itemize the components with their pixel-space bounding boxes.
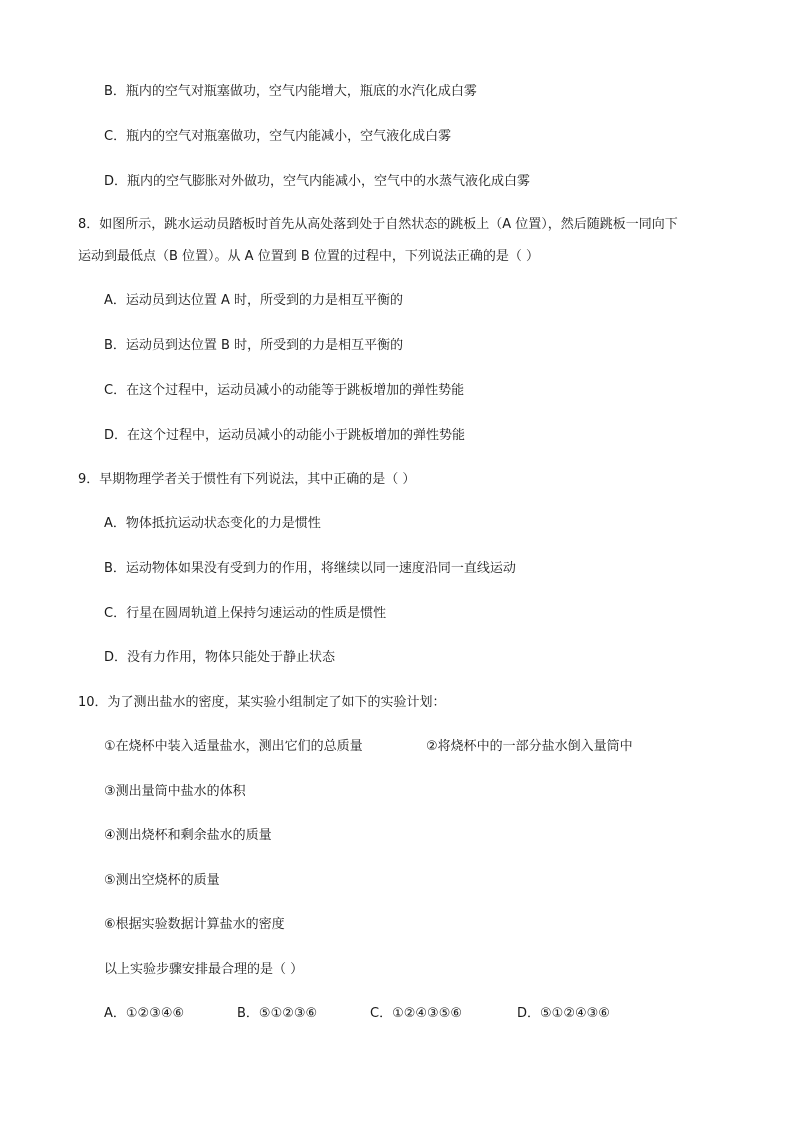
q9-option-a: A．物体抵抗运动状态变化的力是惯性 xyxy=(104,516,321,531)
q7-option-c: C．瓶内的空气对瓶塞做功，空气内能减小，空气液化成白雾 xyxy=(104,129,452,144)
q9-option-d: D．没有力作用，物体只能处于静止状态 xyxy=(104,650,336,665)
q8-stem-line2: 运动到最低点（B 位置）。从 A 位置到 B 位置的过程中，下列说法正确的是（ ） xyxy=(78,249,540,264)
q9-option-c: C．行星在圆周轨道上保持匀速运动的性质是惯性 xyxy=(104,606,387,621)
q8-option-a: A．运动员到达位置 A 时，所受到的力是相互平衡的 xyxy=(104,293,404,308)
q10-question: 以上实验步骤安排最合理的是（ ） xyxy=(104,962,304,977)
q8-option-d: D．在这个过程中，运动员减小的动能小于跳板增加的弹性势能 xyxy=(104,428,466,443)
q10-choice-d: D．⑤①②④③⑥ xyxy=(517,1006,610,1021)
q10-step-2: ②将烧杯中的一部分盐水倒入量筒中 xyxy=(426,739,633,754)
q10-choice-b: B．⑤①②③⑥ xyxy=(237,1006,318,1021)
q10-step-6: ⑥根据实验数据计算盐水的密度 xyxy=(104,917,285,932)
q8-option-b: B．运动员到达位置 B 时，所受到的力是相互平衡的 xyxy=(104,338,404,353)
q7-option-b: B．瓶内的空气对瓶塞做功，空气内能增大，瓶底的水汽化成白雾 xyxy=(104,84,477,99)
q10-choice-a: A．①②③④⑥ xyxy=(104,1006,185,1021)
q7-option-d: D．瓶内的空气膨胀对外做功，空气内能减小，空气中的水蒸气液化成白雾 xyxy=(104,174,531,189)
q8-option-c: C．在这个过程中，运动员减小的动能等于跳板增加的弹性势能 xyxy=(104,383,465,398)
q9-option-b: B．运动物体如果没有受到力的作用，将继续以同一速度沿同一直线运动 xyxy=(104,561,516,576)
q10-step-4: ④测出烧杯和剩余盐水的质量 xyxy=(104,828,272,843)
q10-choice-c: C．①②④③⑤⑥ xyxy=(370,1006,463,1021)
q9-stem: 9．早期物理学者关于惯性有下列说法，其中正确的是（ ） xyxy=(78,472,416,487)
q8-stem-line1: 8．如图所示，跳水运动员踏板时首先从高处落到处于自然状态的跳板上（A 位置），然后随跳板一同向下 xyxy=(78,217,678,232)
q10-step-3: ③测出量筒中盐水的体积 xyxy=(104,784,246,799)
q10-stem: 10．为了测出盐水的密度，某实验小组制定了如下的实验计划： xyxy=(78,695,446,710)
q10-step-1: ①在烧杯中装入适量盐水，测出它们的总质量 xyxy=(104,739,363,754)
q10-step-5: ⑤测出空烧杯的质量 xyxy=(104,873,220,888)
